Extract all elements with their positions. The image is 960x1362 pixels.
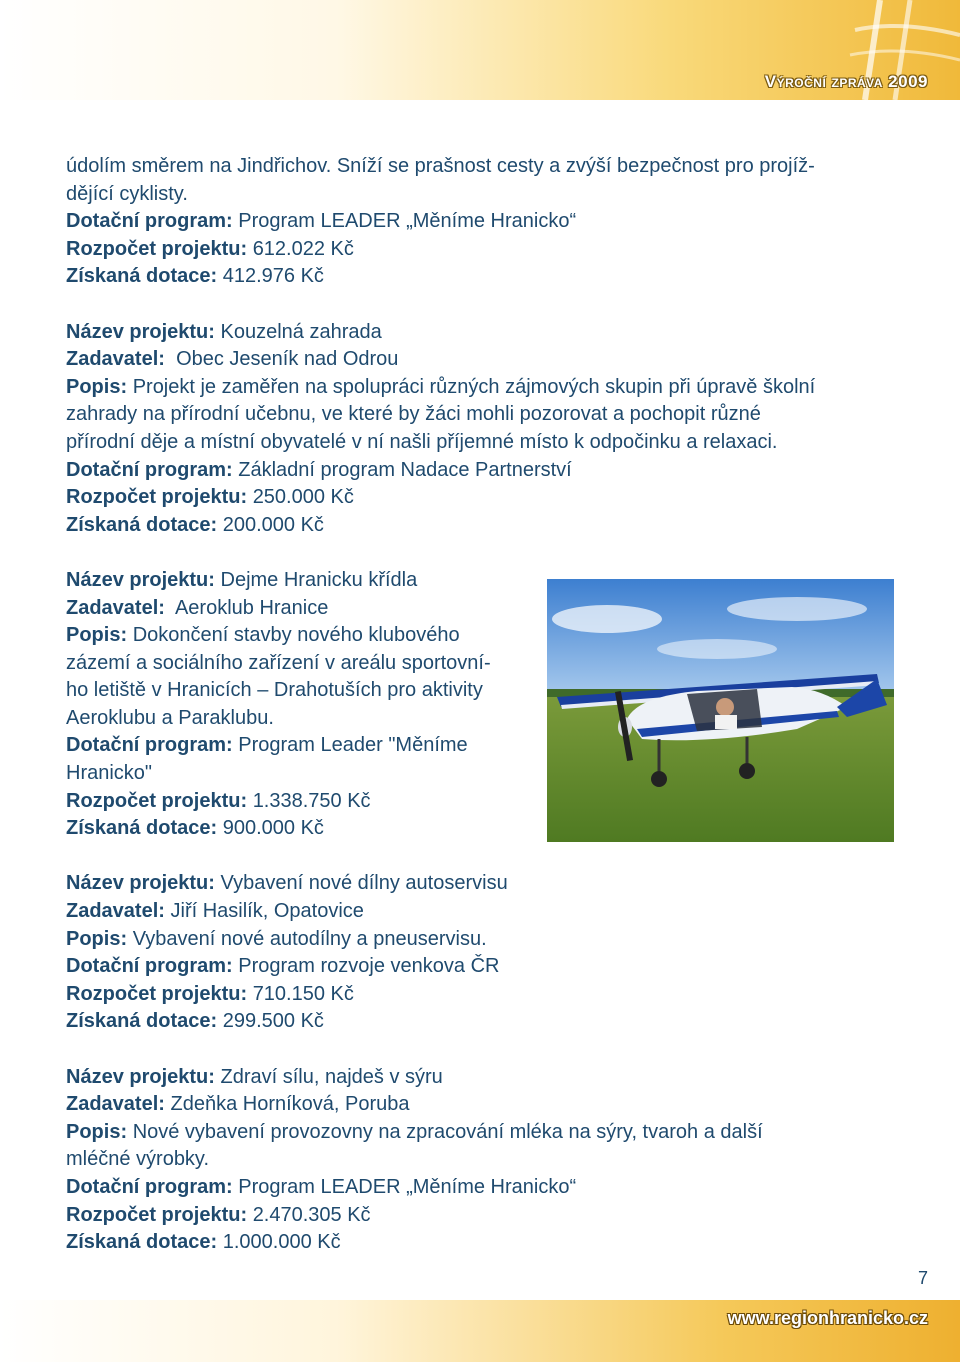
name-label: Název projektu: xyxy=(66,872,215,895)
budget-label: Rozpočet projektu: xyxy=(66,789,248,812)
grant-value: 299.500 Kč xyxy=(222,1010,324,1033)
description-row xyxy=(66,1119,894,1147)
program-row xyxy=(66,208,894,236)
budget-label: Rozpočet projektu: xyxy=(66,1203,248,1226)
description-line: zázemí a sociálního zařízení v areálu sportovní- xyxy=(66,651,491,674)
client-label: Zadavatel: xyxy=(66,348,165,371)
program-label: Dotační program: xyxy=(66,458,233,481)
budget-row xyxy=(66,788,534,816)
client-label: Zadavatel: xyxy=(66,596,165,619)
name-value: Kouzelná zahrada xyxy=(220,320,382,343)
client-label: Zadavatel: xyxy=(66,900,165,923)
name-row xyxy=(66,319,894,347)
description-row xyxy=(66,374,894,402)
client-value: Jiří Hasilík, Opatovice xyxy=(170,900,364,923)
project-block xyxy=(66,319,894,540)
project-block-intro xyxy=(66,153,894,291)
budget-row xyxy=(66,484,894,512)
description-line: Aeroklubu a Paraklubu. xyxy=(66,706,274,729)
client-value: Zdeňka Horníková, Poruba xyxy=(170,1093,410,1116)
name-row xyxy=(66,870,894,898)
description-value: Vybavení nové autodílny a pneuservisu. xyxy=(132,927,487,950)
grant-value: 1.000.000 Kč xyxy=(222,1231,341,1254)
budget-label: Rozpočet projektu: xyxy=(66,237,248,260)
client-row xyxy=(66,898,894,926)
name-row xyxy=(66,567,534,595)
description-label: Popis: xyxy=(66,624,128,647)
name-label: Název projektu: xyxy=(66,320,215,343)
program-label: Dotační program: xyxy=(66,210,233,233)
name-value: Dejme Hranicku křídla xyxy=(220,568,418,591)
airplane-photo xyxy=(547,579,894,842)
name-value: Zdraví sílu, najdeš v sýru xyxy=(220,1065,443,1088)
airplane-photo-illustration xyxy=(547,579,894,842)
budget-value: 250.000 Kč xyxy=(252,486,354,509)
grant-row xyxy=(66,263,894,291)
description-row xyxy=(66,926,894,954)
report-title: Výroční zpráva 2009 xyxy=(764,72,928,91)
program-value: Program rozvoje venkova ČR xyxy=(238,955,500,978)
description-line: Projekt je zaměřen na spolupráci různých zájmových skupin při úpravě školní xyxy=(132,375,816,398)
project-text-column xyxy=(66,567,534,843)
budget-row xyxy=(66,1202,894,1230)
program-value: Program LEADER „Měníme Hranicko“ xyxy=(238,210,577,233)
grant-value: 900.000 Kč xyxy=(222,817,324,840)
page-number: 7 xyxy=(917,1268,928,1288)
program-row xyxy=(66,732,534,760)
budget-row xyxy=(66,981,894,1009)
client-row xyxy=(66,1091,894,1119)
description-line: Nové vybavení provozovny na zpracování mléka na sýry, tvaroh a další xyxy=(132,1120,763,1143)
program-row xyxy=(66,457,894,485)
client-value: Obec Jeseník nad Odrou xyxy=(176,348,399,371)
description-label: Popis: xyxy=(66,375,128,398)
description-line: dějící cyklisty. xyxy=(66,182,188,205)
grant-label: Získaná dotace: xyxy=(66,265,218,288)
grant-label: Získaná dotace: xyxy=(66,817,218,840)
program-row xyxy=(66,953,894,981)
program-row xyxy=(66,1174,894,1202)
program-label: Dotační program: xyxy=(66,955,233,978)
description-line: zahrady na přírodní učebnu, ve které by žáci mohli pozorovat a pochopit různé xyxy=(66,403,761,426)
description-label: Popis: xyxy=(66,1120,128,1143)
budget-value: 1.338.750 Kč xyxy=(252,789,371,812)
program-label: Dotační program: xyxy=(66,1175,233,1198)
grant-label: Získaná dotace: xyxy=(66,1231,218,1254)
budget-label: Rozpočet projektu: xyxy=(66,982,248,1005)
project-block xyxy=(66,870,894,1036)
client-row xyxy=(66,346,894,374)
program-value: Program LEADER „Měníme Hranicko“ xyxy=(238,1175,577,1198)
budget-value: 612.022 Kč xyxy=(252,237,354,260)
budget-value: 710.150 Kč xyxy=(252,982,354,1005)
website-link[interactable]: www.regionhranicko.cz xyxy=(727,1308,928,1328)
name-label: Název projektu: xyxy=(66,1065,215,1088)
grant-value: 200.000 Kč xyxy=(222,513,324,536)
grant-row xyxy=(66,1229,894,1257)
description-line: údolím směrem na Jindřichov. Sníží se prašnost cesty a zvýší bezpečnost pro projíž- xyxy=(66,155,815,177)
client-value: Aeroklub Hranice xyxy=(174,596,329,619)
grant-row xyxy=(66,1008,894,1036)
name-value: Vybavení nové dílny autoservisu xyxy=(220,872,508,895)
description-line: ho letiště v Hranicích – Drahotuších pro aktivity xyxy=(66,679,483,702)
grant-value: 412.976 Kč xyxy=(222,265,324,288)
grant-label: Získaná dotace: xyxy=(66,1010,218,1033)
grant-row xyxy=(66,815,534,843)
grant-label: Získaná dotace: xyxy=(66,513,218,536)
description-label: Popis: xyxy=(66,927,128,950)
name-row xyxy=(66,1064,894,1092)
program-value: Program Leader "Měníme xyxy=(238,734,468,757)
program-value: Základní program Nadace Partnerství xyxy=(238,458,572,481)
description-line: Dokončení stavby nového klubového xyxy=(132,624,460,647)
program-label: Dotační program: xyxy=(66,734,233,757)
description-line: mléčné výrobky. xyxy=(66,1148,210,1171)
project-block xyxy=(66,1064,894,1257)
grant-row xyxy=(66,512,894,540)
client-row xyxy=(66,595,534,623)
name-label: Název projektu: xyxy=(66,568,215,591)
program-value-continued: Hranicko" xyxy=(66,762,153,785)
budget-row xyxy=(66,236,894,264)
description-row xyxy=(66,622,534,650)
budget-value: 2.470.305 Kč xyxy=(252,1203,371,1226)
budget-label: Rozpočet projektu: xyxy=(66,486,248,509)
client-label: Zadavatel: xyxy=(66,1093,165,1116)
description-line: přírodní děje a místní obyvatelé v ní našli příjemné místo k odpočinku a relaxaci. xyxy=(66,430,778,453)
